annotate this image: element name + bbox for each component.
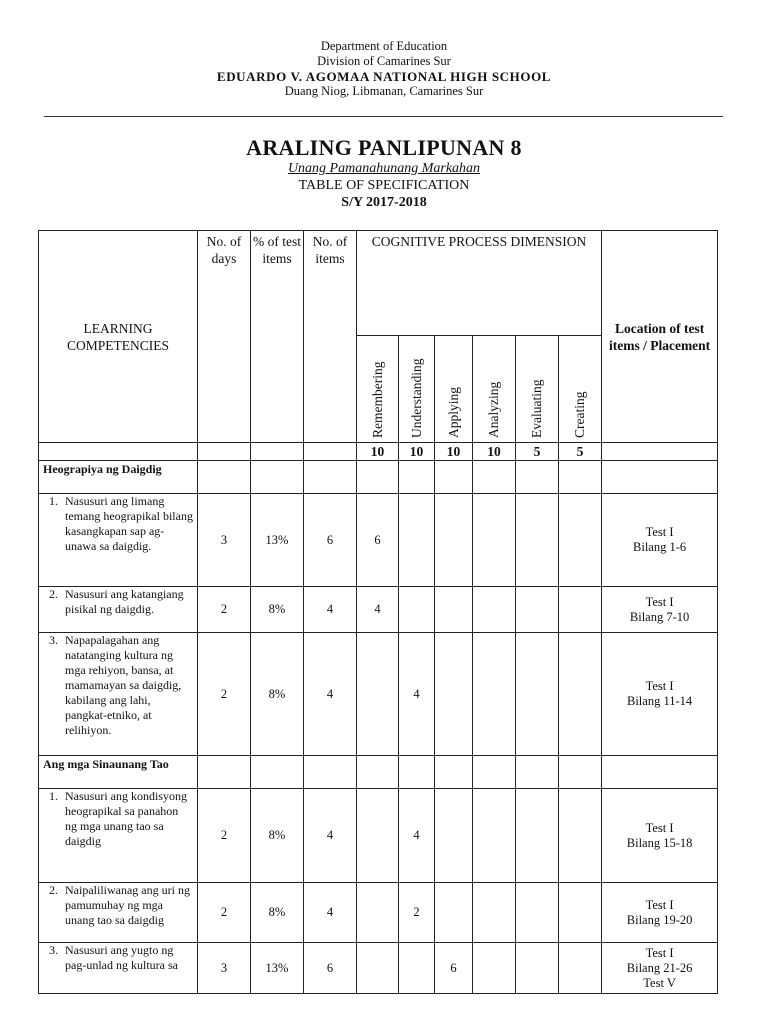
competency-cell [39,883,198,943]
cell-items: 4 [304,587,357,633]
cell-app [435,883,473,943]
cell-eva [516,789,559,883]
cell-percent: 13% [251,943,304,994]
cell-rem [357,943,399,994]
competency-number: 3. [49,633,58,647]
competency-text: Nasusuri ang limang temang heograpikal bilang kasangkapan sap ag-unawa sa daigdig. [65,494,193,553]
cell-ana [473,494,516,587]
placement-cell [602,494,718,587]
cell-percent: 8% [251,789,304,883]
placement-line: Test V [643,975,676,990]
cell-percent: 8% [251,633,304,756]
quarter-title: Unang Pamanahunang Markahan [287,161,481,176]
level-analyzing: Analyzing [473,336,516,443]
placement-line: Test I [645,679,674,693]
table-row [39,494,718,587]
cell-items: 4 [304,633,357,756]
header-divider [44,116,723,117]
competency-cell [39,789,198,883]
level-evaluating: Evaluating [516,336,559,443]
document-type: TABLE OF SPECIFICATION [298,178,470,193]
weight-analyzing: 10 [473,443,516,461]
cell-app [435,633,473,756]
placement-cell [602,883,718,943]
competency-text: Nasusuri ang kondisyong heograpikal sa panahon ng mga unang tao sa daigdig [65,789,187,848]
cell-rem [357,883,399,943]
cell-cre [559,883,602,943]
competency-cell [39,494,198,587]
location-header: Location of test items / Placement [602,231,718,443]
cell-ana [473,789,516,883]
placement-cell [602,789,718,883]
section-row [39,756,718,789]
cell-eva [516,587,559,633]
competency-number: 1. [49,789,58,803]
specification-table [38,230,718,994]
school-year: S/Y 2017-2018 [341,195,427,210]
document-header [0,39,768,99]
placement-line: Bilang 1-6 [633,540,687,554]
cell-cre [559,494,602,587]
cell-days: 3 [198,494,251,587]
level-remembering: Remembering [357,336,399,443]
cell-und [399,494,435,587]
cell-eva [516,633,559,756]
cell-ana [473,883,516,943]
cell-und [399,587,435,633]
cell-days: 2 [198,633,251,756]
days-header: No. of days [198,231,251,443]
cell-days: 2 [198,587,251,633]
cell-rem [357,633,399,756]
items-header: No. of items [304,231,357,443]
section-title: Ang mga Sinaunang Tao [39,756,198,789]
cell-days: 2 [198,789,251,883]
cell-items: 4 [304,883,357,943]
competency-text: Napapalagahan ang natatanging kultura ng mga rehiyon, bansa, at mamamayan sa daigdig, kabilang ang lahi, pangkat-etniko, at relihiyon. [65,633,182,737]
cell-app [435,587,473,633]
placement-line: Test I [645,820,674,835]
placement-line: Test I [645,897,674,912]
cell-cre [559,587,602,633]
level-creating: Creating [559,336,602,443]
cell-cre [559,943,602,994]
competency-number: 3. [49,943,58,957]
weight-understanding: 10 [399,443,435,461]
competency-cell [39,587,198,633]
weight-creating: 5 [559,443,602,461]
cell-percent: 8% [251,883,304,943]
cell-und [399,943,435,994]
cell-rem [357,789,399,883]
competency-number: 1. [49,494,58,508]
placement-cell [602,633,718,756]
competency-number: 2. [49,587,58,601]
cell-cre [559,789,602,883]
division-name: Division of Camarines Sur [317,54,451,68]
cell-items: 6 [304,494,357,587]
competency-text: Nasusuri ang yugto ng pag-unlad ng kultura sa [65,943,178,972]
cell-percent: 13% [251,494,304,587]
placement-line: Bilang 21-26 [626,960,693,975]
competencies-header: LEARNING COMPETENCIES [39,231,198,443]
subject-title: ARALING PANLIPUNAN 8 [246,135,522,160]
cell-und: 4 [399,789,435,883]
cell-ana [473,633,516,756]
school-address: Duang Niog, Libmanan, Camarines Sur [284,84,484,98]
cell-rem: 6 [357,494,399,587]
table-row [39,883,718,943]
cell-items: 6 [304,943,357,994]
competency-number: 2. [49,883,58,897]
placement-line: Test I [645,525,674,539]
competency-cell [39,943,198,994]
cell-percent: 8% [251,587,304,633]
cell-items: 4 [304,789,357,883]
weight-applying: 10 [435,443,473,461]
placement-line: Test I [645,594,674,609]
weights-row [39,443,718,461]
header-row-1 [39,231,718,336]
section-title: Heograpiya ng Daigdig [39,461,198,494]
cell-eva [516,494,559,587]
placement-cell [602,587,718,633]
cell-days: 2 [198,883,251,943]
placement-line: Bilang 19-20 [626,912,693,927]
level-understanding: Understanding [399,336,435,443]
table-row [39,943,718,994]
table-row [39,789,718,883]
placement-line: Bilang 11-14 [627,694,693,708]
level-applying: Applying [435,336,473,443]
cell-eva [516,943,559,994]
competency-cell [39,633,198,756]
placement-line: Test I [645,945,674,960]
cell-eva [516,883,559,943]
competency-text: Nasusuri ang katangiang pisikal ng daigdig. [65,587,184,616]
percent-header: % of test items [251,231,304,443]
placement-line: Bilang 15-18 [626,835,693,850]
table-row [39,587,718,633]
cell-ana [473,587,516,633]
table-row [39,633,718,756]
cell-app [435,494,473,587]
cell-days: 3 [198,943,251,994]
competency-text: Naipaliliwanag ang uri ng pamumuhay ng mga unang tao sa daigdig [65,883,190,927]
cell-app: 6 [435,943,473,994]
weight-evaluating: 5 [516,443,559,461]
table-body [39,461,718,994]
cell-rem: 4 [357,587,399,633]
cell-cre [559,633,602,756]
cell-und: 4 [399,633,435,756]
weight-remembering: 10 [357,443,399,461]
placement-line: Bilang 7-10 [629,609,690,624]
cell-app [435,789,473,883]
school-name: EDUARDO V. AGOMAA NATIONAL HIGH SCHOOL [216,69,552,84]
cognitive-dimension-header: COGNITIVE PROCESS DIMENSION [357,231,602,336]
section-row [39,461,718,494]
cell-ana [473,943,516,994]
placement-cell [602,943,718,994]
cell-und: 2 [399,883,435,943]
department-name: Department of Education [320,39,448,53]
document-titles [0,135,768,211]
